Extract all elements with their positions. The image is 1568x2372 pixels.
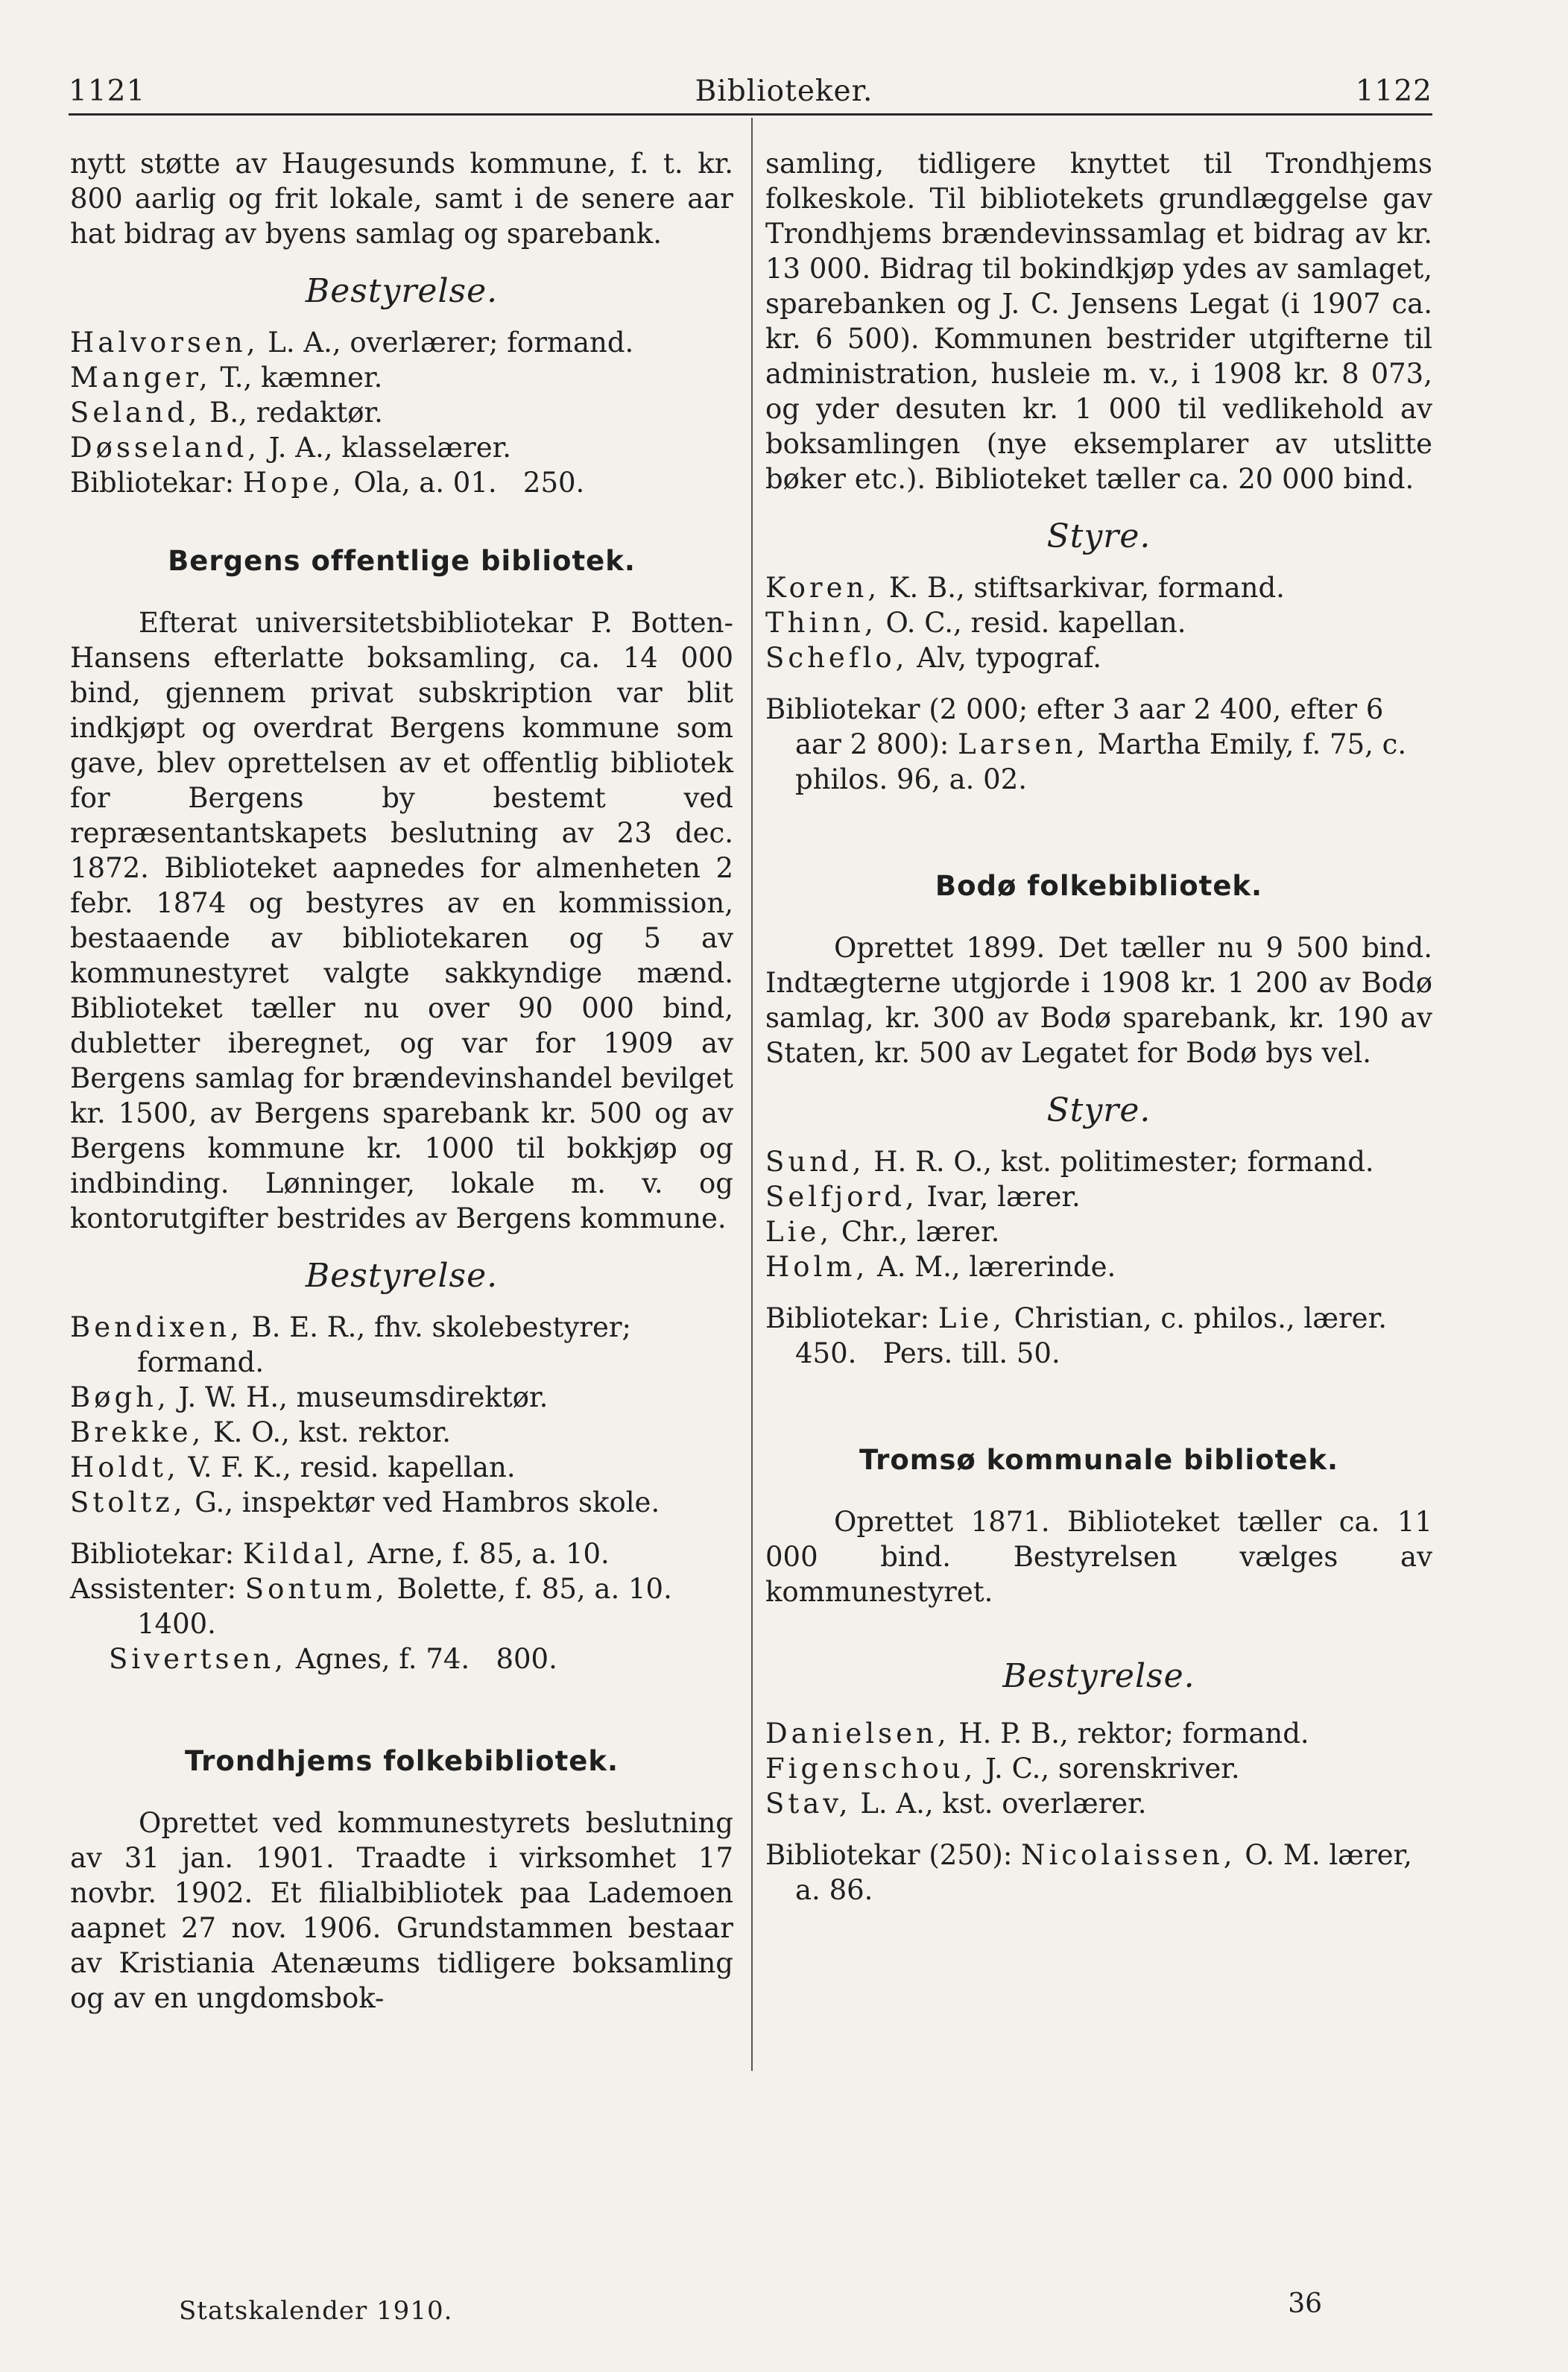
footer-signature: 36 (1288, 2289, 1322, 2319)
bodo-paragraph: Oprettet 1899. Det tæller nu 9 500 bind. Indtægterne utgjorde i 1908 kr. 1 200 av Bodø samlag, kr. 300 av Bodø sparebank, kr. 190 av Staten, kr. 500 av Legatet for Bodø bys vel. (765, 932, 1432, 1069)
member-line: Stoltz, G., inspektør ved Hambros skole. (70, 1486, 660, 1518)
member-line: Lie, Chr., lærer. (765, 1216, 1000, 1248)
member-line: Figenschou, J. C., sorenskriver. (765, 1753, 1240, 1785)
member-line: Brekke, K. O., kst. rektor. (70, 1416, 451, 1448)
bergen-paragraph: Efterat universitetsbibliotekar P. Botten-Hansens efterlatte boksamling, ca. 14 000 bind, gjennem privat subskription var blit indkjøpt og overdrat Bergens kommune som gave, blev oprettelsen av et offentlig bibliotek for Bergens by bestemt ved repræsentantskapets beslutning av 23 dec. 1872. Biblioteket aapnedes for almenheten 2 febr. 1874 og bestyres av en kommission, bestaaende av bibliotekaren og 5 av kommunestyret valgte sakkyndige mænd. Biblioteket tæller nu over 90 000 bind, dubletter iberegnet, og var for 1909 av Bergens samlag for brændevinshandel bevilget kr. 1500, av Bergens sparebank kr. 500 og av Bergens kommune kr. 1000 til bokkjøp og indbinding. Lønninger, lokale m. v. og kontorutgifter bestrides av Bergens kommune. (70, 607, 733, 1234)
left-page-number: 1121 (69, 75, 146, 108)
bodo-styre-heading: Styre. (1046, 1091, 1151, 1129)
intro-paragraph: nytt støtte av Haugesunds kommune, f. t. kr. 800 aarlig og frit lokale, samt i de senere aar hat bidrag av byens samlag og sparebank. (70, 148, 733, 250)
member-line: Selfjord, Ivar, lærer. (765, 1181, 1081, 1213)
haugesund-bestyrelse-heading: Bestyrelse. (305, 272, 499, 310)
member-line: Døsseland, J. A., klasselærer. (70, 432, 511, 464)
member-line: Holdt, V. F. K., resid. kapellan. (70, 1451, 516, 1483)
trondhjem-continued-paragraph: samling, tidligere knyttet til Trondhjems folkeskole. Til bibliotekets grundlæggelse gav Trondhjems brændevinssamlag et bidrag av kr. 13 000. Bidrag til bokindkjøp ydes av samlaget, sparebanken og J. C. Jensens Legat (i 1907 ca. kr. 6 500). Kommunen bestrider utgifterne til administration, husleie m. v., i 1908 kr. 8 073, og yder desuten kr. 1 000 til vedlikehold av boksamlingen (nye eksemplarer av utslitte bøker etc.). Biblioteket tæller ca. 20 000 bind. (765, 148, 1432, 495)
member-line: Thinn, O. C., resid. kapellan. (765, 607, 1186, 639)
assistent-line: Assistenter: Sontum, Bolette, f. 85, a. 10. 1400. (70, 1573, 672, 1640)
member-line: Manger, T., kæmner. (70, 362, 383, 394)
member-line: Stav, L. A., kst. overlærer. (765, 1788, 1147, 1820)
header-rule (69, 113, 1432, 116)
tromso-heading: Tromsø kommunale bibliotek. (859, 1444, 1339, 1476)
trondhjem-styre-heading: Styre. (1046, 517, 1151, 555)
right-page-number: 1122 (1355, 75, 1432, 108)
bergen-bestyrelse-heading: Bestyrelse. (305, 1257, 499, 1295)
member-line: Holm, A. M., lærerinde. (765, 1251, 1116, 1283)
member-line: Sund, H. R. O., kst. politimester; formand. (765, 1146, 1374, 1178)
right-column (765, 146, 1432, 1908)
left-column (70, 146, 733, 2016)
member-line: Koren, K. B., stiftsarkivar, formand. (765, 572, 1285, 604)
bodo-heading: Bodø folkebibliotek. (935, 870, 1263, 902)
member-line: Danielsen, H. P. B., rektor; formand. (765, 1718, 1309, 1750)
bibliotekar-line: Bibliotekar (250): Nicolaissen, O. M. lærer, a. 86. (765, 1839, 1412, 1906)
tromso-bestyrelse-heading: Bestyrelse. (1002, 1657, 1195, 1695)
tromso-paragraph: Oprettet 1871. Biblioteket tæller ca. 11 000 bind. Bestyrelsen vælges av kommunestyret. (765, 1506, 1432, 1608)
column-divider (751, 118, 753, 2071)
member-line: Bendixen, B. E. R., fhv. skolebestyrer; formand. (70, 1311, 631, 1378)
running-title: Biblioteker. (695, 75, 873, 108)
assistent-line: Sivertsen, Agnes, f. 74. 800. (109, 1643, 557, 1675)
member-line: Halvorsen, L. A., overlærer; formand. (70, 327, 634, 359)
member-line: Bøgh, J. W. H., museumsdirektør. (70, 1381, 549, 1413)
trondhjem-heading: Trondhjems folkebibliotek. (184, 1745, 619, 1777)
bibliotekar-line: Bibliotekar: Hope, Ola, a. 01. 250. (70, 467, 585, 499)
footer-source: Statskalender 1910. (179, 2296, 453, 2326)
bergen-heading: Bergens offentlige bibliotek. (168, 545, 636, 577)
member-line: Scheflo, Alv, typograf. (765, 642, 1102, 674)
trondhjem-paragraph: Oprettet ved kommunestyrets beslutning av 31 jan. 1901. Traadte i virksomhet 17 novbr. 1902. Et filialbibliotek paa Lademoen aapnet 27 nov. 1906. Grundstammen bestaar av Kristiania Atenæums tidligere boksamling og av en ungdomsbok- (70, 1807, 733, 2014)
bibliotekar-line: Bibliotekar (2 000; efter 3 aar 2 400, efter 6 aar 2 800): Larsen, Martha Emily, f. 75, c. philos. 96, a. 02. (765, 693, 1407, 795)
bibliotekar-line: Bibliotekar: Kildal, Arne, f. 85, a. 10. (70, 1538, 610, 1570)
member-line: Seland, B., redaktør. (70, 397, 383, 429)
bibliotekar-line: Bibliotekar: Lie, Christian, c. philos., lærer. 450. Pers. till. 50. (765, 1302, 1414, 1369)
